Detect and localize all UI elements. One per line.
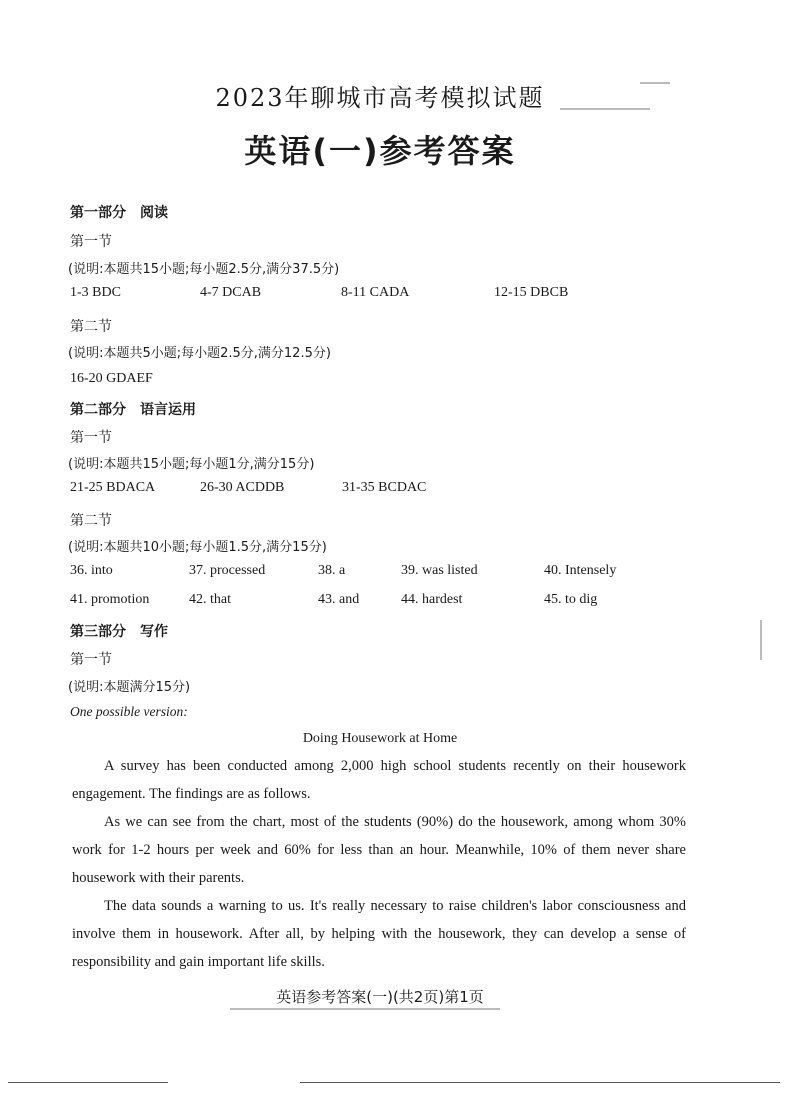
cloze-answer: 45. to dig	[544, 592, 598, 607]
essay-paragraph-2	[72, 808, 686, 892]
essay-text: As we can see from the chart, most of the students (90%) do the housework, among whom 30% work for 1-2 hours per week and 60% for less than an hour. Meanwhile, 10% of them never share housework with their parents.	[72, 814, 686, 886]
part3-number: 第三部分	[70, 624, 126, 640]
cloze-answer: 39. was listed	[401, 563, 478, 578]
part3-heading	[70, 621, 168, 641]
part2-sec1-note: (说明:本题共15小题;每小题1分,满分15分)	[68, 457, 315, 472]
essay-text: A survey has been conducted among 2,000 high school students recently on their housework engagement. The findings are as follows.	[72, 758, 686, 802]
part1-sec1-note: (说明:本题共15小题;每小题2.5分,满分37.5分)	[68, 262, 340, 277]
part2-sec2-label: 第二节	[70, 513, 112, 529]
part1-number: 第一部分	[70, 205, 126, 221]
part2-name: 语言运用	[140, 402, 196, 418]
part1-heading	[70, 202, 168, 222]
cloze-answer: 44. hardest	[401, 592, 463, 607]
scan-edge-line	[300, 1082, 780, 1083]
answer-group: 26-30 ACDDB	[200, 480, 285, 495]
essay-paragraph-1	[72, 752, 686, 808]
scan-speck	[640, 82, 670, 84]
cloze-answer: 38. a	[318, 563, 346, 578]
answer-group: 8-11 CADA	[341, 285, 410, 300]
cloze-answer: 37. processed	[189, 563, 266, 578]
answer-group: 12-15 DBCB	[494, 285, 569, 300]
answer-group: 16-20 GDAEF	[70, 371, 153, 386]
scan-edge-line	[8, 1082, 168, 1083]
page-footer: 英语参考答案(一)(共2页)第1页	[276, 988, 484, 1006]
part1-sec1-label: 第一节	[70, 234, 112, 250]
part3-sec1-note: (说明:本题满分15分)	[68, 680, 191, 695]
scan-speck	[760, 620, 762, 660]
answer-group: 31-35 BCDAC	[342, 480, 427, 495]
cloze-answer: 43. and	[318, 592, 360, 607]
essay-paragraph-3	[72, 892, 686, 976]
answer-group: 21-25 BDACA	[70, 480, 156, 495]
document-title: 英语(一)参考答案	[244, 132, 516, 170]
cloze-answer: 41. promotion	[70, 592, 150, 607]
answer-group: 1-3 BDC	[70, 285, 121, 300]
version-label: One possible version:	[70, 704, 188, 719]
answer-group: 4-7 DCAB	[200, 285, 262, 300]
part2-sec2-note: (说明:本题共10小题;每小题1.5分,满分15分)	[68, 540, 327, 555]
part3-name: 写作	[140, 624, 168, 640]
part2-heading	[70, 399, 196, 419]
part2-number: 第二部分	[70, 402, 126, 418]
cloze-answer: 36. into	[70, 563, 113, 578]
part3-sec1-label: 第一节	[70, 652, 112, 668]
part1-name: 阅读	[140, 205, 168, 221]
scan-speck	[560, 108, 650, 110]
scan-speck	[230, 1008, 500, 1010]
cloze-answer: 42. that	[189, 592, 231, 607]
essay-text: The data sounds a warning to us. It's really necessary to raise children's labor consciousness and involve them in housework. After all, by helping with the housework, they can develop a sense of responsibility and gain important life skills.	[72, 898, 686, 970]
part1-sec2-label: 第二节	[70, 319, 112, 335]
essay-title: Doing Housework at Home	[302, 731, 458, 746]
cloze-answer: 40. Intensely	[544, 563, 617, 578]
exam-title: 2023年聊城市高考模拟试题	[215, 84, 545, 112]
part2-sec1-label: 第一节	[70, 430, 112, 446]
part1-sec2-note: (说明:本题共5小题;每小题2.5分,满分12.5分)	[68, 346, 331, 361]
